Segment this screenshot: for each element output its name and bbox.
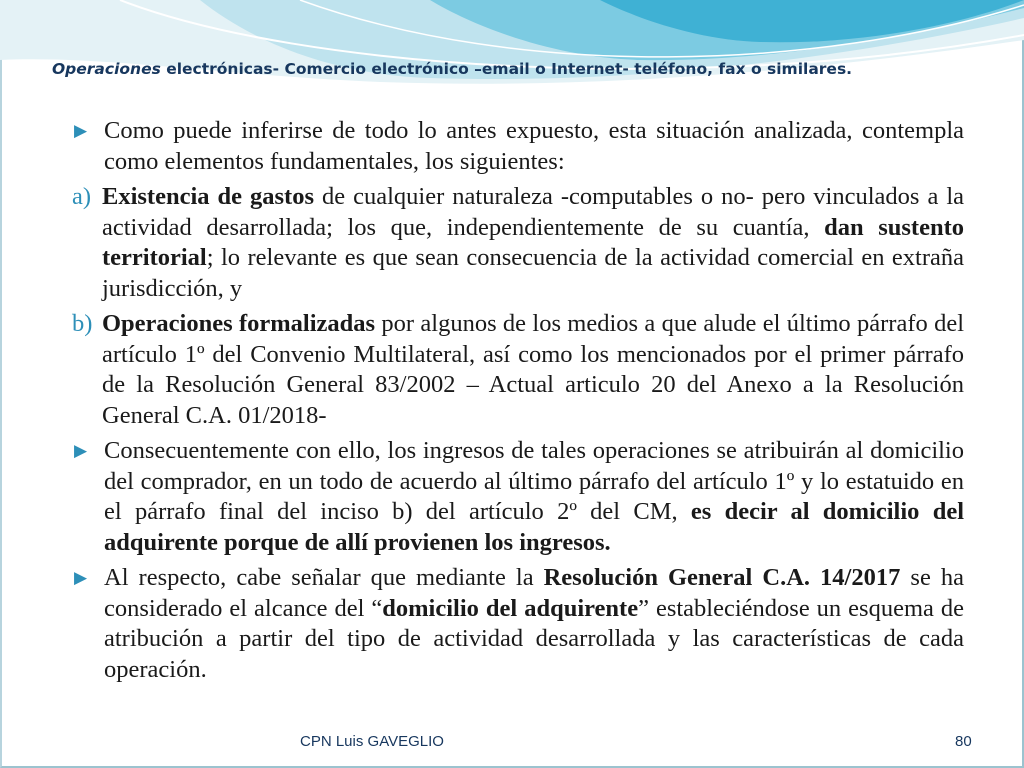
- list-item-b-text-1: por algunos de los medios a que alude el último párrafo del artículo 1º del Convenio Multilateral, así como los mencionados por el primer párrafo de la Resolución General 83/2002 – Actual articulo 20 del Anexo a la Resolución General C.A. 01/2018-: [102, 310, 964, 429]
- slide-title-rest: electrónicas- Comercio electrónico –email o Internet- teléfono, fax o similares.: [160, 60, 853, 78]
- bullet-intro-text: Como puede inferirse de todo lo antes expuesto, esta situación analizada, contempla como elementos fundamentales, los siguientes:: [104, 117, 964, 175]
- bullet-consecuentemente: [72, 436, 964, 558]
- list-item-b: [72, 309, 964, 431]
- bullet-al-respecto: [72, 563, 964, 685]
- list-item-a-bold-2: dan sustento territorial: [102, 213, 964, 271]
- bullet-consecuentemente-bold-1: es decir al domicilio del adquirente porque de allí provienen los ingresos.: [104, 498, 964, 556]
- bullet-al-respecto-text-3: ” estableciéndose un esquema de atribución a partir del tipo de actividad desarrollada y las características de cada operación.: [104, 594, 965, 683]
- slide-title-italic: Operaciones: [52, 60, 161, 78]
- bullet-intro: [72, 116, 964, 177]
- arrow-bullet-icon: ▶: [74, 441, 88, 461]
- bullet-al-respecto-bold-2: domicilio del adquirente: [382, 594, 639, 622]
- arrow-bullet-icon: ▶: [74, 568, 88, 588]
- list-item-a: [72, 182, 964, 304]
- slide-title: [52, 60, 982, 79]
- bullet-al-respecto-text-2: se ha considerado el alcance del “: [104, 564, 964, 622]
- list-item-a-text-2: ; lo relevante es que sean consecuencia de la actividad comercial en extraña jurisdicción, y: [102, 244, 964, 302]
- list-item-a-text-1: de cualquier naturaleza -computables o no- pero vinculados a la actividad desarrollada; los que, independientemente de su cuantía,: [102, 183, 965, 241]
- arrow-bullet-icon: ▶: [74, 121, 88, 141]
- list-item-b-text: [102, 309, 964, 431]
- bullet-al-respecto-bold-1: Resolución General C.A. 14/2017: [543, 564, 901, 591]
- bullet-al-respecto-text-1: Al respecto, cabe señalar que mediante la: [104, 564, 544, 591]
- footer-author: CPN Luis GAVEGLIO: [300, 733, 444, 750]
- list-item-a-label: a): [72, 183, 92, 210]
- list-item-b-bold-1: Operaciones formalizadas: [102, 310, 376, 337]
- header-wave-decoration: [0, 0, 1024, 110]
- list-item-b-label: b): [72, 310, 93, 337]
- bullet-consecuentemente-text-1: Consecuentemente con ello, los ingresos de tales operaciones se atribuirán al domicilio del comprador, en un todo de acuerdo al último párrafo del artículo 1º y lo estatuido en el párrafo final del inciso b) del artículo 2º del CM,: [104, 437, 964, 525]
- list-item-a-text: [102, 182, 964, 304]
- bullet-al-respecto-text: [104, 563, 964, 685]
- bullet-consecuentemente-text: [104, 436, 964, 558]
- slide-body: [72, 116, 964, 690]
- list-item-a-bold-1: Existencia de gastos: [102, 183, 314, 210]
- footer-page-number: 80: [955, 733, 972, 750]
